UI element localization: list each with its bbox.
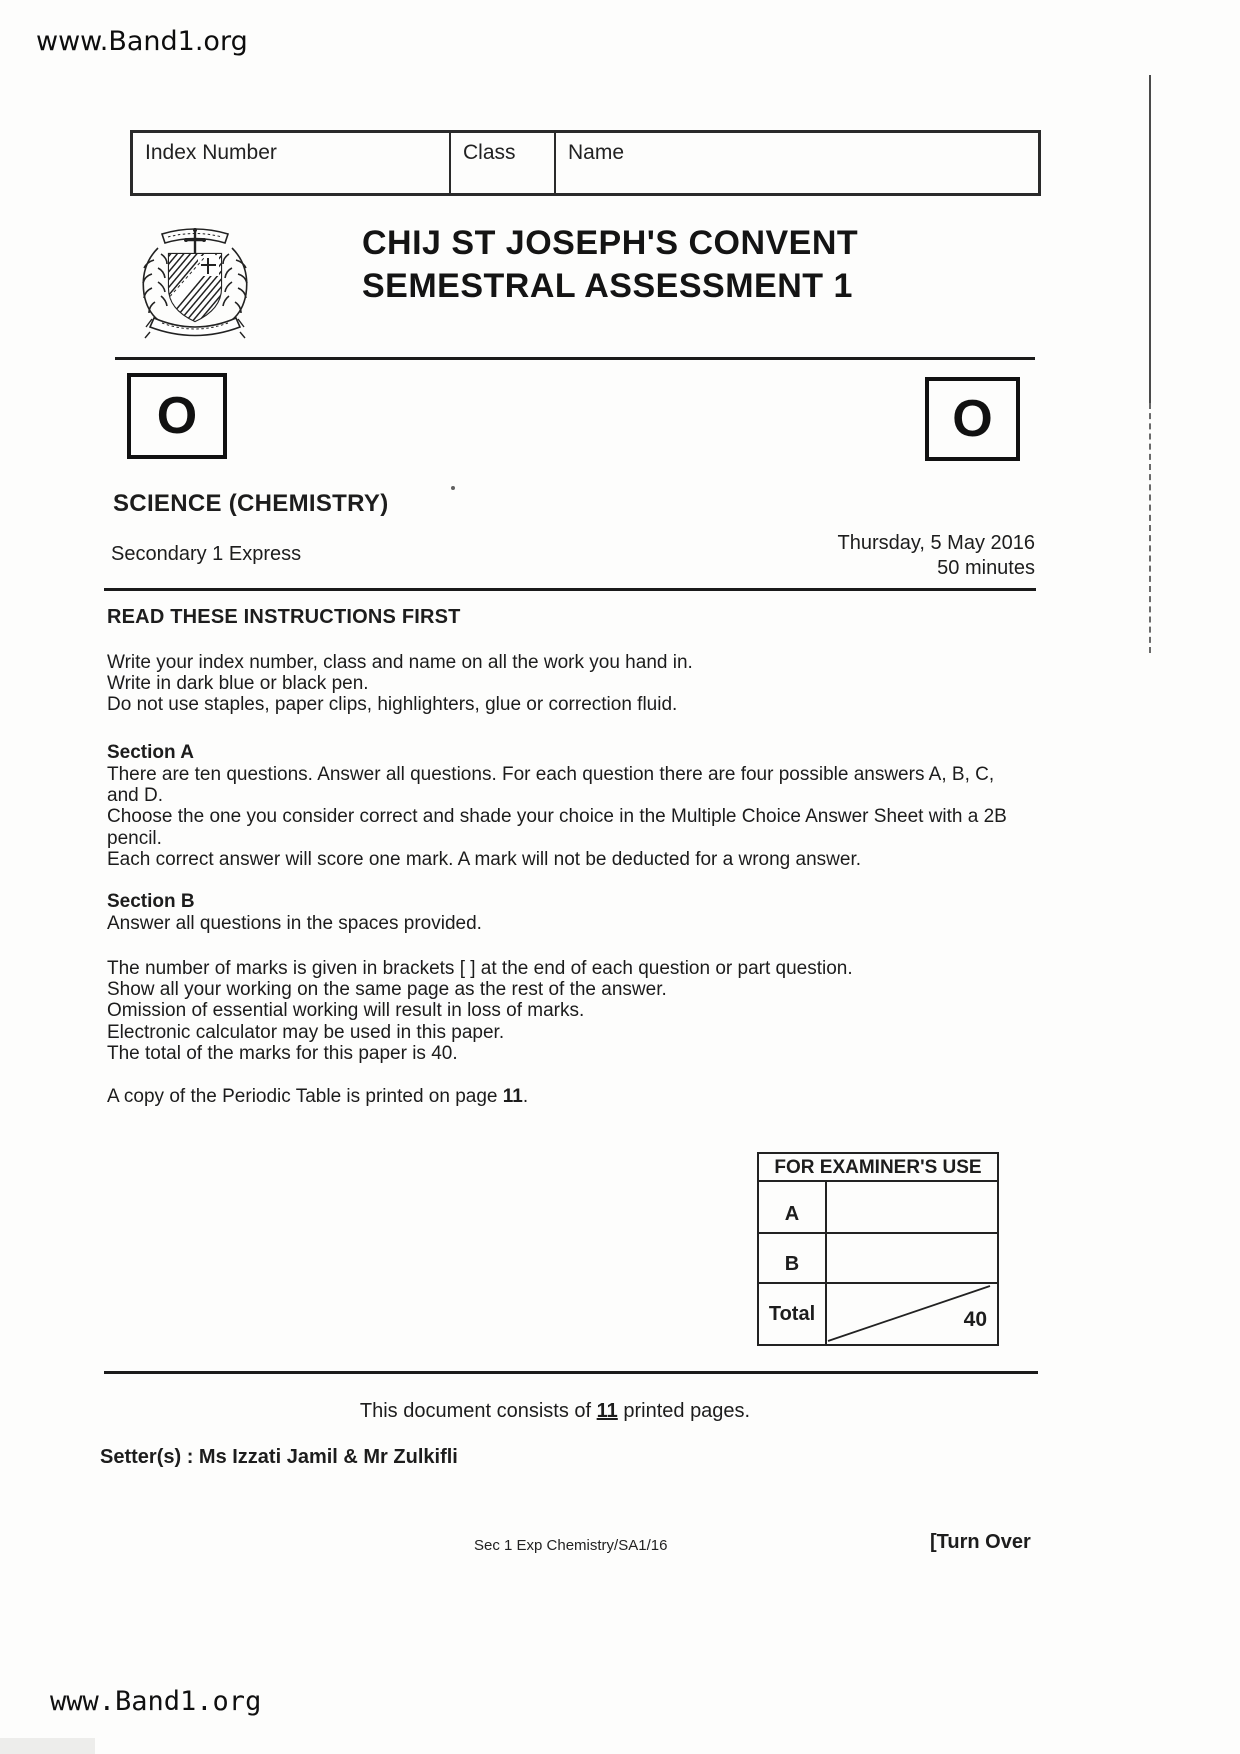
- instruction-line: Choose the one you consider correct and shade your choice in the Multiple Choice Answer Sheet with a 2B: [107, 806, 1007, 828]
- section-a-instructions: [107, 764, 1007, 870]
- pages-note: [95, 1400, 1015, 1423]
- setters-line: Setter(s) : Ms Izzati Jamil & Mr Zulkifli: [100, 1446, 458, 1468]
- instruction-line: Each correct answer will score one mark. A mark will not be deducted for a wrong answer.: [107, 848, 862, 870]
- scan-corner-patch: [0, 1738, 95, 1754]
- examiner-table-title: FOR EXAMINER'S USE: [759, 1154, 997, 1182]
- row-a-label: A: [759, 1182, 827, 1232]
- examiner-row-b: [759, 1234, 997, 1284]
- exam-date: Thursday, 5 May 2016: [837, 532, 1035, 554]
- instruction-line: Omission of essential working will result in loss of marks.: [107, 1000, 585, 1022]
- school-name: CHIJ ST JOSEPH'S CONVENT: [362, 224, 859, 262]
- o-level-box-right: [925, 377, 1020, 461]
- instruction-line: and D.: [107, 785, 163, 807]
- o-level-box-left: [127, 373, 227, 459]
- examiner-row-a: [759, 1182, 997, 1234]
- scan-speck: [451, 486, 455, 490]
- candidate-info-table: [130, 130, 1041, 196]
- instruction-line: Do not use staples, paper clips, highlighters, glue or correction fluid.: [107, 694, 678, 716]
- instruction-line: Electronic calculator may be used in this paper.: [107, 1021, 505, 1043]
- watermark-bottom: www.Band1.org: [50, 1686, 262, 1717]
- total-value-cell: [827, 1284, 997, 1344]
- row-a-value-cell: [827, 1182, 997, 1232]
- document-reference: Sec 1 Exp Chemistry/SA1/16: [474, 1537, 668, 1554]
- section-a-heading: Section A: [107, 742, 194, 763]
- instruction-line: pencil.: [107, 827, 162, 849]
- pages-count: 11: [596, 1400, 618, 1422]
- additional-instructions: [107, 958, 853, 1064]
- exam-duration: 50 minutes: [937, 557, 1035, 579]
- divider-footer: [104, 1371, 1038, 1374]
- class-field-label: Class: [451, 133, 556, 193]
- periodic-note-text: A copy of the Periodic Table is printed on page: [107, 1086, 503, 1107]
- subject-title: SCIENCE (CHEMISTRY): [113, 490, 389, 517]
- instruction-line: Write your index number, class and name on all the work you hand in.: [107, 652, 693, 673]
- section-b-heading: Section B: [107, 891, 195, 912]
- pages-note-text: This document consists of: [359, 1400, 597, 1422]
- o-level-letter: O: [156, 387, 198, 445]
- instruction-line: The number of marks is given in brackets [ ] at the end of each question or part question.: [107, 958, 853, 979]
- examiner-row-total: [759, 1284, 997, 1344]
- examiner-use-table: [757, 1152, 999, 1346]
- divider-instructions: [104, 588, 1036, 591]
- level-label: Secondary 1 Express: [111, 543, 302, 565]
- periodic-note-page: 11: [502, 1086, 523, 1107]
- section-b-instruction: Answer all questions in the spaces provided.: [107, 913, 482, 934]
- o-level-letter: O: [952, 390, 993, 448]
- school-crest-icon: [128, 218, 262, 342]
- assessment-title: SEMESTRAL ASSESSMENT 1: [362, 267, 853, 305]
- instruction-line: Write in dark blue or black pen.: [107, 673, 369, 695]
- name-field-label: Name: [568, 141, 625, 164]
- page-title: [362, 222, 858, 308]
- general-instructions: [107, 652, 693, 716]
- instruction-line: The total of the marks for this paper is 40.: [107, 1042, 458, 1064]
- instructions-heading: READ THESE INSTRUCTIONS FIRST: [107, 606, 461, 628]
- instruction-line: There are ten questions. Answer all questions. For each question there are four possible answers A, B, C,: [107, 764, 995, 785]
- scan-artifact-vline: [1149, 75, 1151, 403]
- row-b-value-cell: [827, 1234, 997, 1282]
- total-marks-value: 40: [963, 1308, 987, 1331]
- turn-over-note: [Turn Over: [930, 1531, 1031, 1553]
- date-duration-block: [700, 531, 1035, 581]
- total-label: Total: [759, 1284, 827, 1344]
- scan-artifact-vline-dashed: [1149, 403, 1151, 653]
- periodic-table-note: [107, 1086, 528, 1107]
- periodic-note-period: .: [522, 1086, 529, 1107]
- row-b-label: B: [759, 1234, 827, 1282]
- pages-note-suffix: printed pages.: [617, 1400, 751, 1422]
- divider-top: [115, 357, 1035, 360]
- watermark-top: www.Band1.org: [36, 26, 248, 57]
- index-number-field-label: Index Number: [133, 133, 451, 193]
- instruction-line: Show all your working on the same page as the rest of the answer.: [107, 979, 667, 1001]
